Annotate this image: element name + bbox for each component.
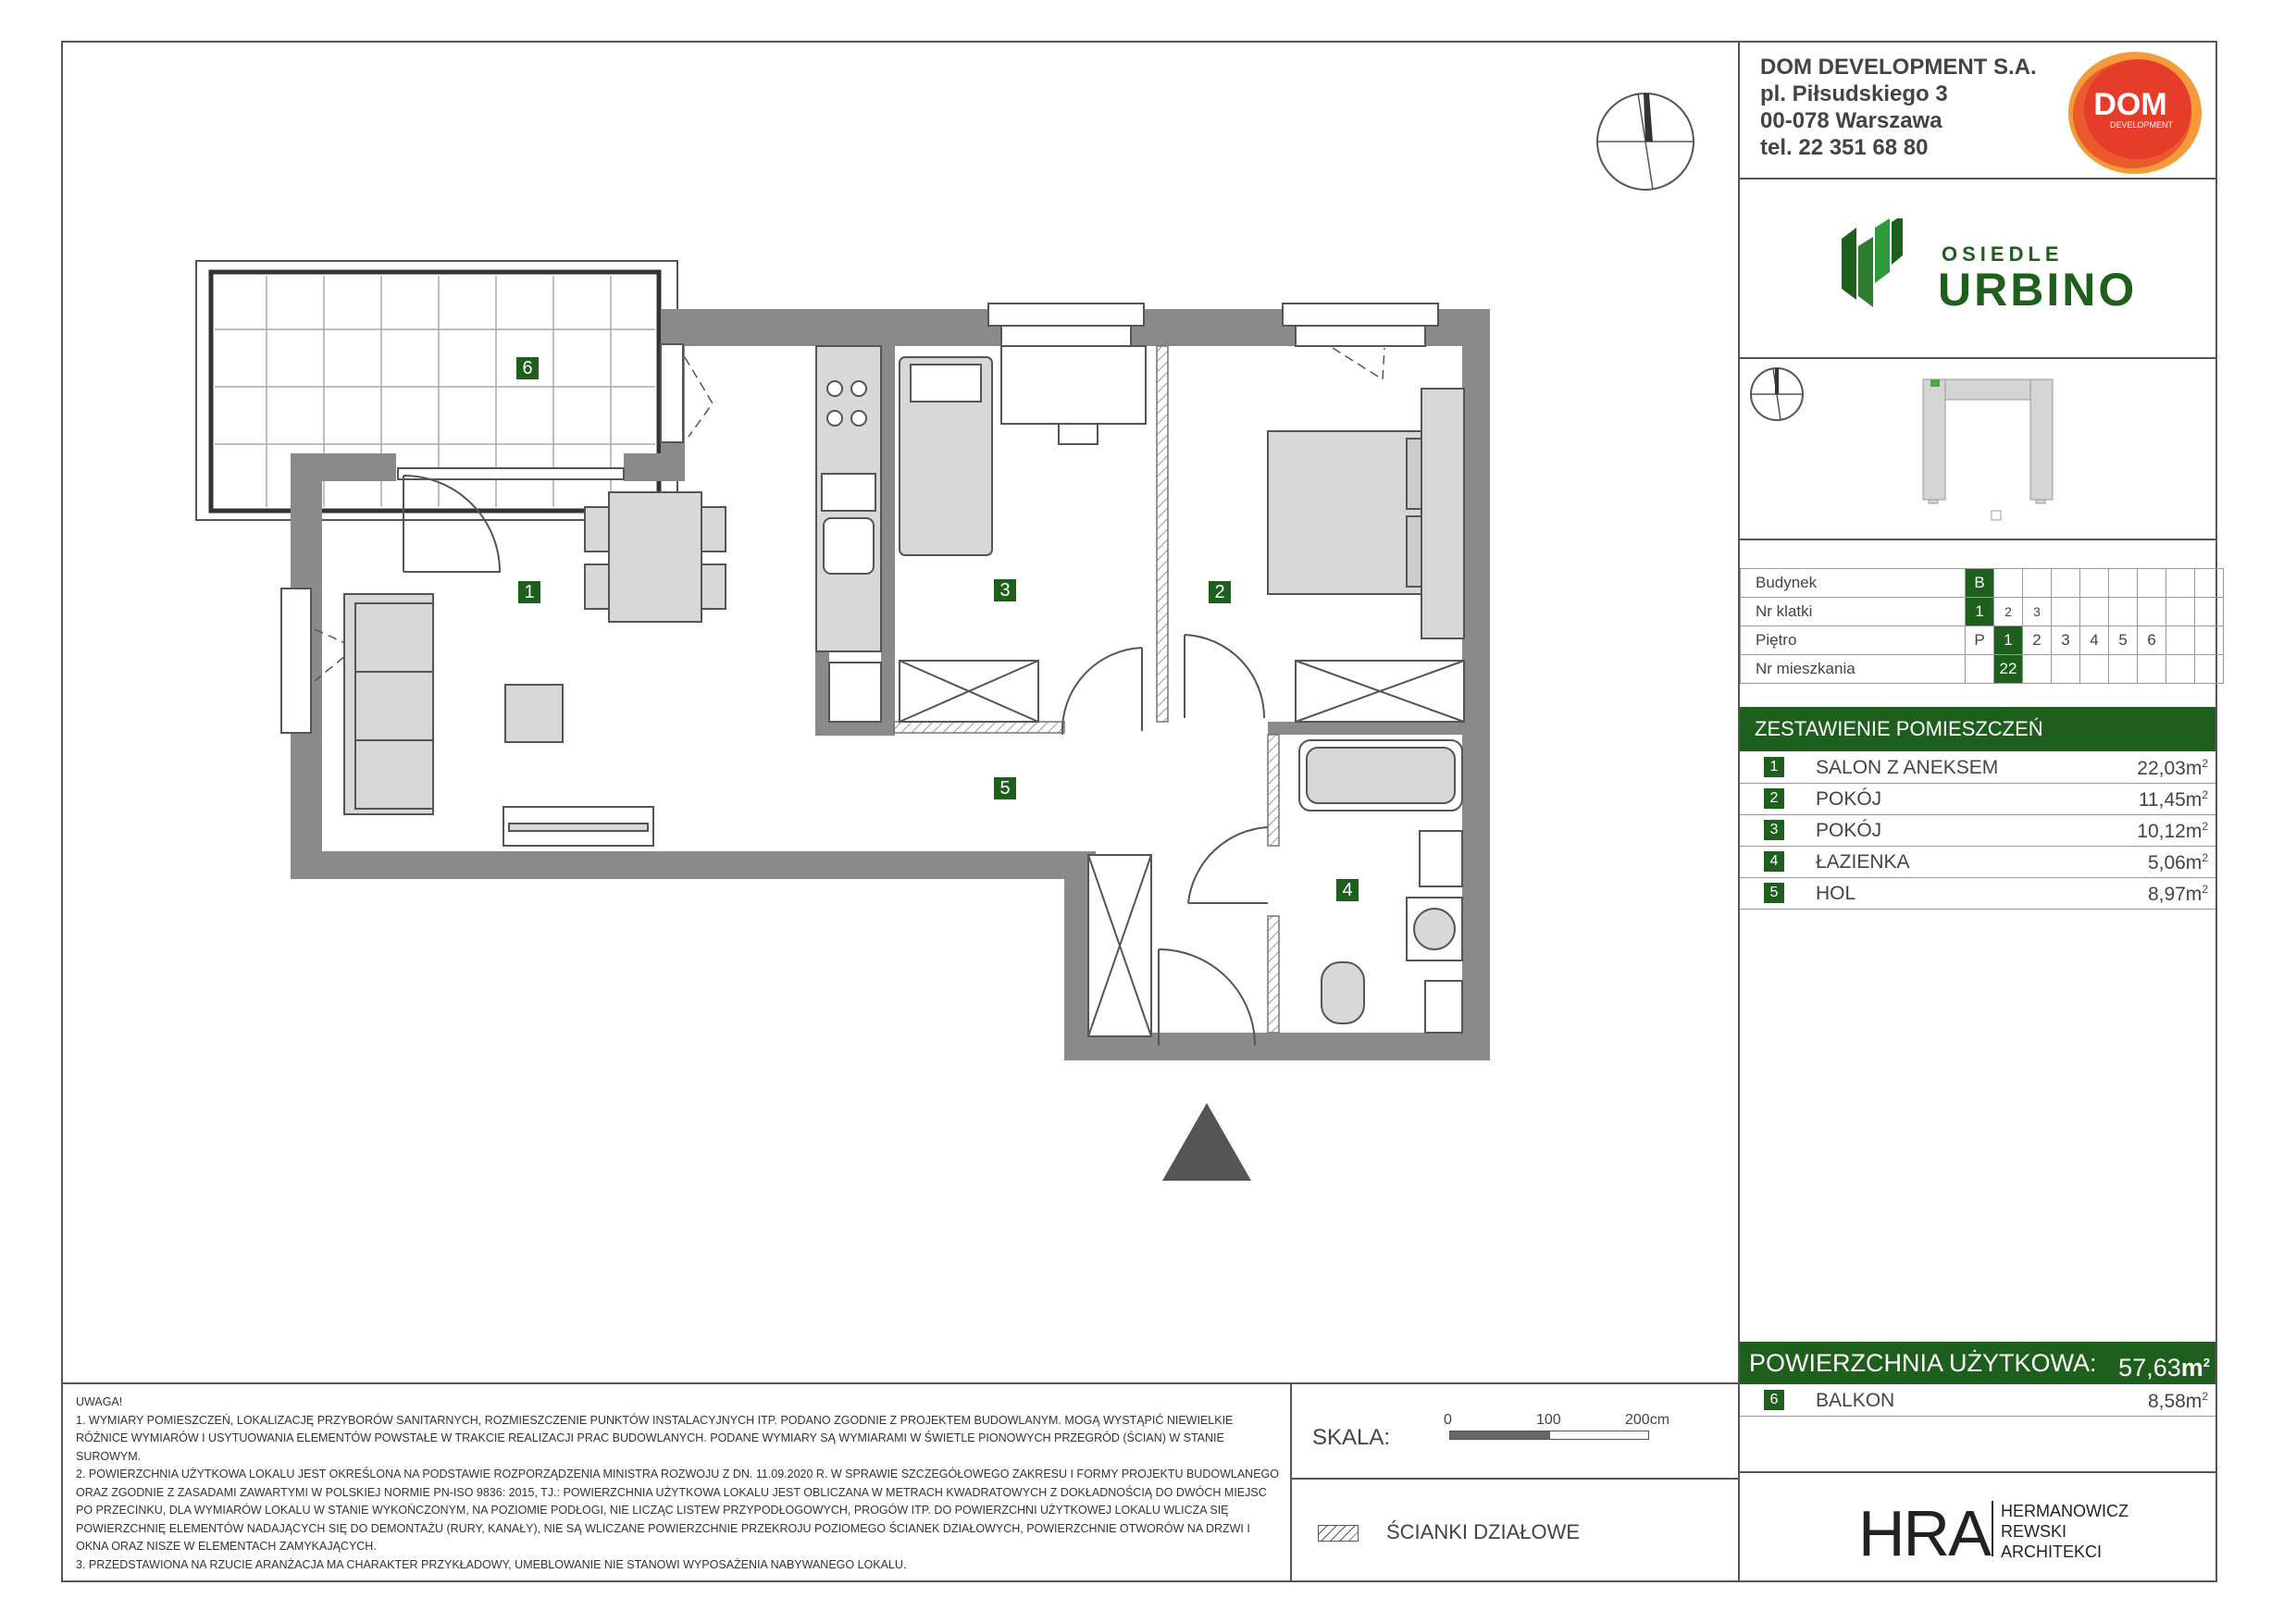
pietro-p: P bbox=[1966, 626, 1994, 655]
bathroom-fixtures bbox=[1299, 740, 1462, 1033]
total-area-value: $57,63m^2$ bbox=[2118, 1354, 2210, 1381]
pietro-2: 2 bbox=[2023, 626, 2052, 655]
legend-partition-walls: ŚCIANKI DZIAŁOWE bbox=[1386, 1520, 1581, 1543]
pietro-label: Piętro bbox=[1741, 626, 1966, 655]
dom-development-logo bbox=[2066, 48, 2204, 176]
company-phone: tel. 22 351 68 80 bbox=[1760, 135, 1929, 160]
svg-text:DOM: DOM bbox=[2093, 87, 2167, 122]
room-row bbox=[1740, 814, 2215, 847]
notes-title: UWAGA! bbox=[76, 1395, 123, 1408]
room-name: SALON Z ANEKSEM bbox=[1816, 757, 1999, 778]
scale-tick-0: 0 bbox=[1444, 1412, 1452, 1428]
notes-divider bbox=[61, 1382, 1740, 1384]
room-number: 1 bbox=[1764, 757, 1784, 777]
room-name: BALKON bbox=[1816, 1390, 1895, 1411]
pietro-5: 5 bbox=[2109, 626, 2138, 655]
scale-legend-divider bbox=[1290, 1478, 1740, 1480]
plan-label-salon: 1 bbox=[518, 581, 540, 603]
header-divider bbox=[1738, 178, 2217, 180]
plan-label-pokoj2: 2 bbox=[1209, 581, 1231, 603]
room-row bbox=[1740, 846, 2215, 878]
pietro-row bbox=[1741, 626, 2224, 655]
balkon-row bbox=[1740, 1384, 2215, 1417]
budynek-label: Budynek bbox=[1741, 569, 1966, 598]
room-row bbox=[1740, 877, 2215, 910]
wardrobe bbox=[1088, 855, 1151, 1036]
room-name: HOL bbox=[1816, 883, 1856, 904]
plan-label-lazienka: 4 bbox=[1336, 879, 1359, 901]
notes-p3: 3. PRZEDSTAWIONA NA RZUCIE ARANŻACJA MA CHARAKTER PRZYKŁADOWY, UMEBLOWANIE NIE STANOWI WYPOSAŻENIA NABYWANEGO LOKALU. bbox=[76, 1557, 907, 1571]
room-name: POKÓJ bbox=[1816, 788, 1882, 810]
pietro-3: 3 bbox=[2052, 626, 2080, 655]
urbino-mark-icon bbox=[1842, 218, 1906, 309]
keyplan-compass-icon bbox=[1751, 368, 1803, 420]
scale-tick-200: 200cm bbox=[1625, 1412, 1670, 1428]
total-area-label: POWIERZCHNIA UŻYTKOWA: bbox=[1749, 1349, 2097, 1377]
pietro-6: 6 bbox=[2138, 626, 2166, 655]
room-area: $10,12m^2$ bbox=[2137, 820, 2208, 842]
plan-label-balkon: 6 bbox=[516, 357, 539, 379]
kitchen-counter bbox=[816, 346, 881, 651]
room3-furniture bbox=[900, 346, 1146, 722]
architect-name bbox=[2001, 1501, 2128, 1562]
notes-p1: 1. WYMIARY POMIESZCZEŃ, LOKALIZACJĘ PRZYBORÓW SANITARNYCH, ROZMIESZCZENIE PUNKTÓW INSTALACYJNYCH ITP. PODANO ZGODNIE Z PROJEKTEM BUDOWLANYM. MOGĄ WYSTĄPIĆ NIEWIELKIE RÓŻNICE WYMIARÓW I USYTUOWANIA ELEMENTÓW POWSTAŁE W TRAKCIE REALIZACJI PRAC BUDOWLANYCH. PODANE WYMIARY SĄ WYMIARAMI W ŚWIETLE PIONOWYCH PRZEGRÓD (ŚCIAN) W STANIE SUROWYM. bbox=[76, 1413, 1234, 1463]
plan-label-pokoj3: 3 bbox=[994, 579, 1016, 601]
room-area: $5,06m^2$ bbox=[2147, 851, 2208, 873]
room-number: 4 bbox=[1764, 851, 1784, 872]
architect-logo-divider bbox=[1992, 1501, 1993, 1556]
room-number: 5 bbox=[1764, 883, 1784, 903]
partition-legend-icon bbox=[1318, 1525, 1359, 1542]
company-info bbox=[1760, 54, 2037, 161]
klatka-row bbox=[1741, 598, 2224, 626]
scale-divider bbox=[1290, 1382, 1292, 1582]
plan-label-hol: 5 bbox=[994, 777, 1016, 799]
urbino-line1: OSIEDLE bbox=[1942, 242, 2064, 266]
room-number: 2 bbox=[1764, 788, 1784, 809]
apartment-info-table bbox=[1740, 568, 2224, 684]
architect-divider bbox=[1738, 1471, 2217, 1473]
entrance-arrow-icon bbox=[1162, 1103, 1251, 1181]
scale-tick-100: 100 bbox=[1536, 1412, 1561, 1428]
pietro-1: 1 bbox=[1994, 626, 2023, 655]
klatka-3: 3 bbox=[2023, 598, 2052, 626]
architect-logo: HRA bbox=[1858, 1497, 1990, 1569]
klatka-label: Nr klatki bbox=[1741, 598, 1966, 626]
architect-line2: REWSKI bbox=[2001, 1522, 2067, 1541]
room-row bbox=[1740, 751, 2215, 784]
room-area: $22,03m^2$ bbox=[2137, 757, 2208, 779]
pietro-4: 4 bbox=[2080, 626, 2109, 655]
company-street: pl. Piłsudskiego 3 bbox=[1760, 81, 1948, 106]
architect-line3: ARCHITEKCI bbox=[2001, 1542, 2103, 1561]
room-area: $11,45m^2$ bbox=[2138, 788, 2208, 811]
room-area: $8,97m^2$ bbox=[2147, 883, 2208, 905]
site-plan-icon bbox=[1923, 379, 2053, 520]
room2-furniture bbox=[1268, 389, 1464, 722]
budynek-value: B bbox=[1966, 569, 1994, 598]
logo-divider bbox=[1738, 357, 2217, 359]
room-name: POKÓJ bbox=[1816, 820, 1882, 841]
room-number: 3 bbox=[1764, 820, 1784, 840]
key-plan bbox=[1740, 361, 2215, 537]
klatka-2: 2 bbox=[1994, 598, 2023, 626]
mieszkanie-row bbox=[1741, 655, 2224, 684]
scale-label: SKALA: bbox=[1312, 1425, 1391, 1450]
room-area: $8,58m^2$ bbox=[2147, 1390, 2208, 1412]
notes bbox=[76, 1394, 1279, 1574]
summary-header: ZESTAWIENIE POMIESZCZEŃ bbox=[1740, 707, 2215, 751]
budynek-row bbox=[1741, 569, 2224, 598]
notes-p2: 2. POWIERZCHNIA UŻYTKOWA LOKALU JEST OKREŚLONA NA PODSTAWIE ROZPORZĄDZENIA MINISTRA ROZWOJU Z DN. 11.09.2020 R. W SPRAWIE SZCZEGÓŁOWEGO ZAKRESU I FORMY PROJEKTU BUDOWLANEGO ORAZ ZGODNIE Z ZASADAMI ZAWARTYMI W POLSKIEJ NORMIE PN-ISO 9836: 2015, TJ.: POWIERZCHNIA UŻYTKOWA LOKALU JEST OBLICZANA W METRACH KWADRATOWYCH Z DOKŁADNOŚCIĄ DO DWÓCH MIEJSC PO PRZECINKU, DLA WYMIARÓW LOKALU W STANIE WYKOŃCZONYM, NA POZIOMIE PODŁOGI, NIE LICZĄC LISTEW PRZYPODŁOGOWYCH, PROGÓW ITP. DO POWIERZCHNI UŻYTKOWEJ LOKALU WLICZA SIĘ POWIERZCHNIĘ ELEMENTÓW NADAJĄCYCH SIĘ DO DEMONTAŻU (RURY, KANAŁY), NIE SĄ WLICZANE POWIERZCHNIE PRZEKROJU POZIOMEGO ŚCIANEK DZIAŁOWYCH, POWIERZCHNIE OTWORÓW NA DRZWI I OKNA ORAZ NISZE W ELEMENTACH ZAMYKAJĄCYCH. bbox=[76, 1468, 1279, 1553]
svg-text:DEVELOPMENT: DEVELOPMENT bbox=[2109, 120, 2174, 130]
compass-icon bbox=[1597, 93, 1694, 190]
mieszkanie-value: 22 bbox=[1994, 655, 2023, 684]
klatka-1: 1 bbox=[1966, 598, 1994, 626]
living-furniture bbox=[344, 492, 726, 846]
urbino-line2: URBINO bbox=[1938, 264, 2138, 316]
scale-bar bbox=[1449, 1431, 1649, 1440]
room-number: 6 bbox=[1764, 1390, 1784, 1410]
keyplan-divider bbox=[1738, 539, 2217, 540]
mieszkanie-label: Nr mieszkania bbox=[1741, 655, 1966, 684]
room-row bbox=[1740, 783, 2215, 815]
company-city: 00-078 Warszawa bbox=[1760, 108, 1942, 133]
total-area-bar bbox=[1740, 1342, 2215, 1384]
architect-line1: HERMANOWICZ bbox=[2001, 1502, 2128, 1520]
company-name: DOM DEVELOPMENT S.A. bbox=[1760, 55, 2037, 80]
room-name: ŁAZIENKA bbox=[1816, 851, 1910, 873]
